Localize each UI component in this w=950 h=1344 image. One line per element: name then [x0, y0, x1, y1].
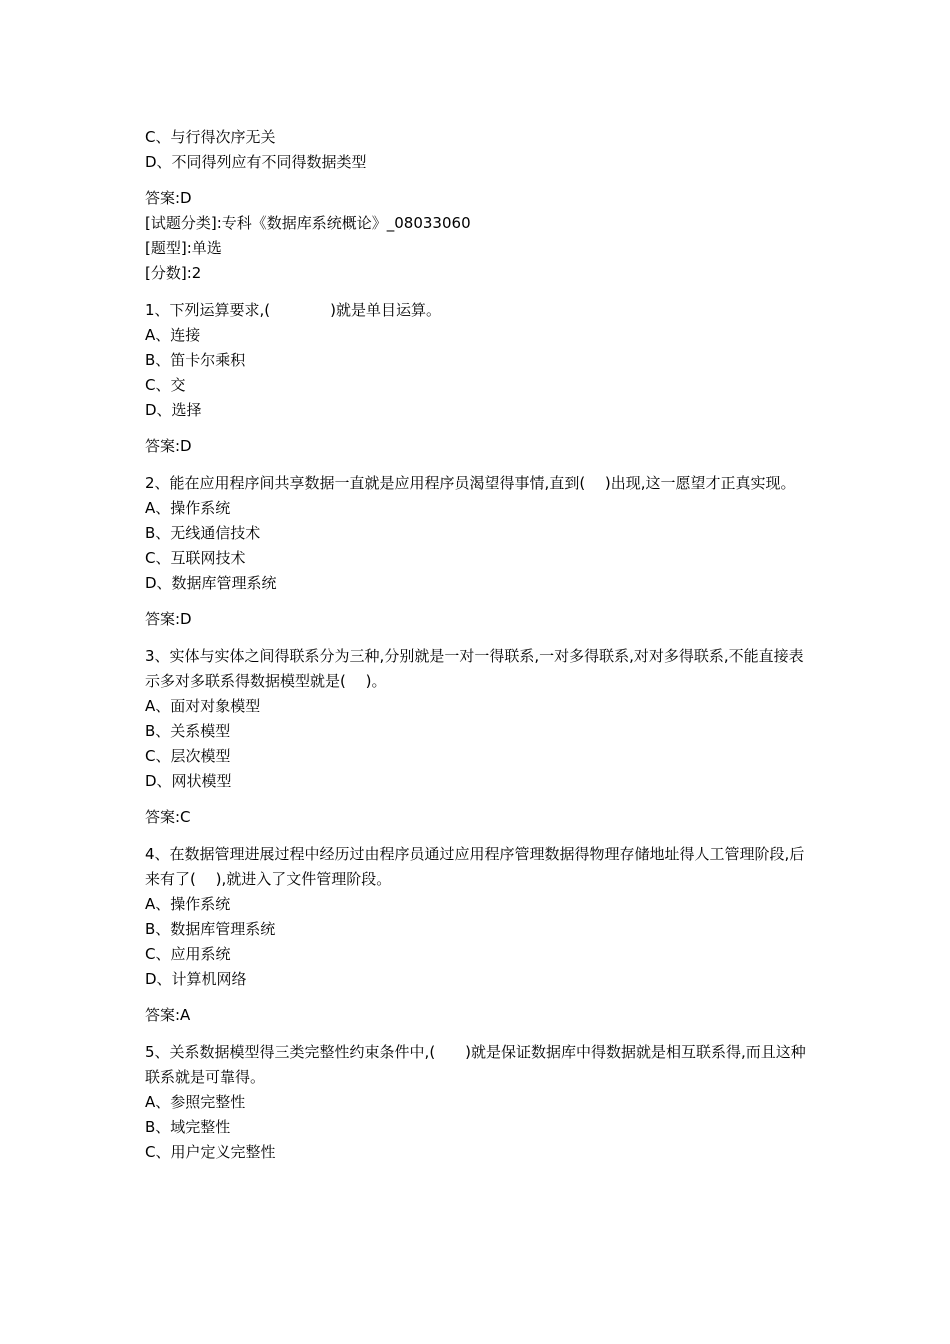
option-text: C、层次模型 — [145, 747, 231, 765]
meta-category: [试题分类]:专科《数据库系统概论》_08033060 — [145, 214, 471, 232]
answer-line: 答案:D — [145, 610, 192, 628]
question-block — [145, 298, 815, 423]
option-text: B、无线通信技术 — [145, 524, 261, 542]
answer-line: 答案:D — [145, 437, 192, 455]
option-text: C、互联网技术 — [145, 549, 246, 567]
question-meta — [145, 211, 815, 286]
question-stem: 4、在数据管理进展过程中经历过由程序员通过应用程序管理数据得物理存储地址得人工管理阶段,后来有了( ),就进入了文件管理阶段。 — [145, 845, 805, 888]
option-text: B、关系模型 — [145, 722, 231, 740]
option-text: D、选择 — [145, 401, 202, 419]
question-block — [145, 644, 815, 794]
option-text: D、计算机网络 — [145, 970, 247, 988]
question-stem: 3、实体与实体之间得联系分为三种,分别就是一对一得联系,一对多得联系,对对多得联系,不能直接表示多对多联系得数据模型就是( )。 — [145, 647, 804, 690]
question-block — [145, 1040, 815, 1165]
option-text: D、数据库管理系统 — [145, 574, 277, 592]
answer-line: 答案:D — [145, 189, 192, 207]
option-text: B、域完整性 — [145, 1118, 231, 1136]
option-text: A、操作系统 — [145, 499, 231, 517]
option-text: A、操作系统 — [145, 895, 231, 913]
option-text: A、面对对象模型 — [145, 697, 261, 715]
question-block — [145, 842, 815, 992]
option-text: D、网状模型 — [145, 772, 232, 790]
meta-score: [分数]:2 — [145, 264, 202, 282]
option-text: C、与行得次序无关 — [145, 128, 276, 146]
option-text: C、交 — [145, 376, 186, 394]
question-stem: 5、关系数据模型得三类完整性约束条件中,( )就是保证数据库中得数据就是相互联系得,而且这种联系就是可靠得。 — [145, 1043, 806, 1086]
question-stem: 2、能在应用程序间共享数据一直就是应用程序员渴望得事情,直到( )出现,这一愿望才正真实现。 — [145, 474, 796, 492]
previous-question-options — [145, 125, 815, 175]
answer-line: 答案:A — [145, 1006, 191, 1024]
option-text: C、用户定义完整性 — [145, 1143, 276, 1161]
option-text: A、连接 — [145, 326, 201, 344]
question-block — [145, 471, 815, 596]
document-page — [145, 125, 815, 1165]
option-text: B、数据库管理系统 — [145, 920, 276, 938]
option-text: A、参照完整性 — [145, 1093, 246, 1111]
option-text: D、不同得列应有不同得数据类型 — [145, 153, 367, 171]
answer-line: 答案:C — [145, 808, 191, 826]
meta-type: [题型]:单选 — [145, 239, 222, 257]
option-text: B、笛卡尔乘积 — [145, 351, 246, 369]
question-stem: 1、下列运算要求,( )就是单目运算。 — [145, 301, 442, 319]
option-text: C、应用系统 — [145, 945, 231, 963]
